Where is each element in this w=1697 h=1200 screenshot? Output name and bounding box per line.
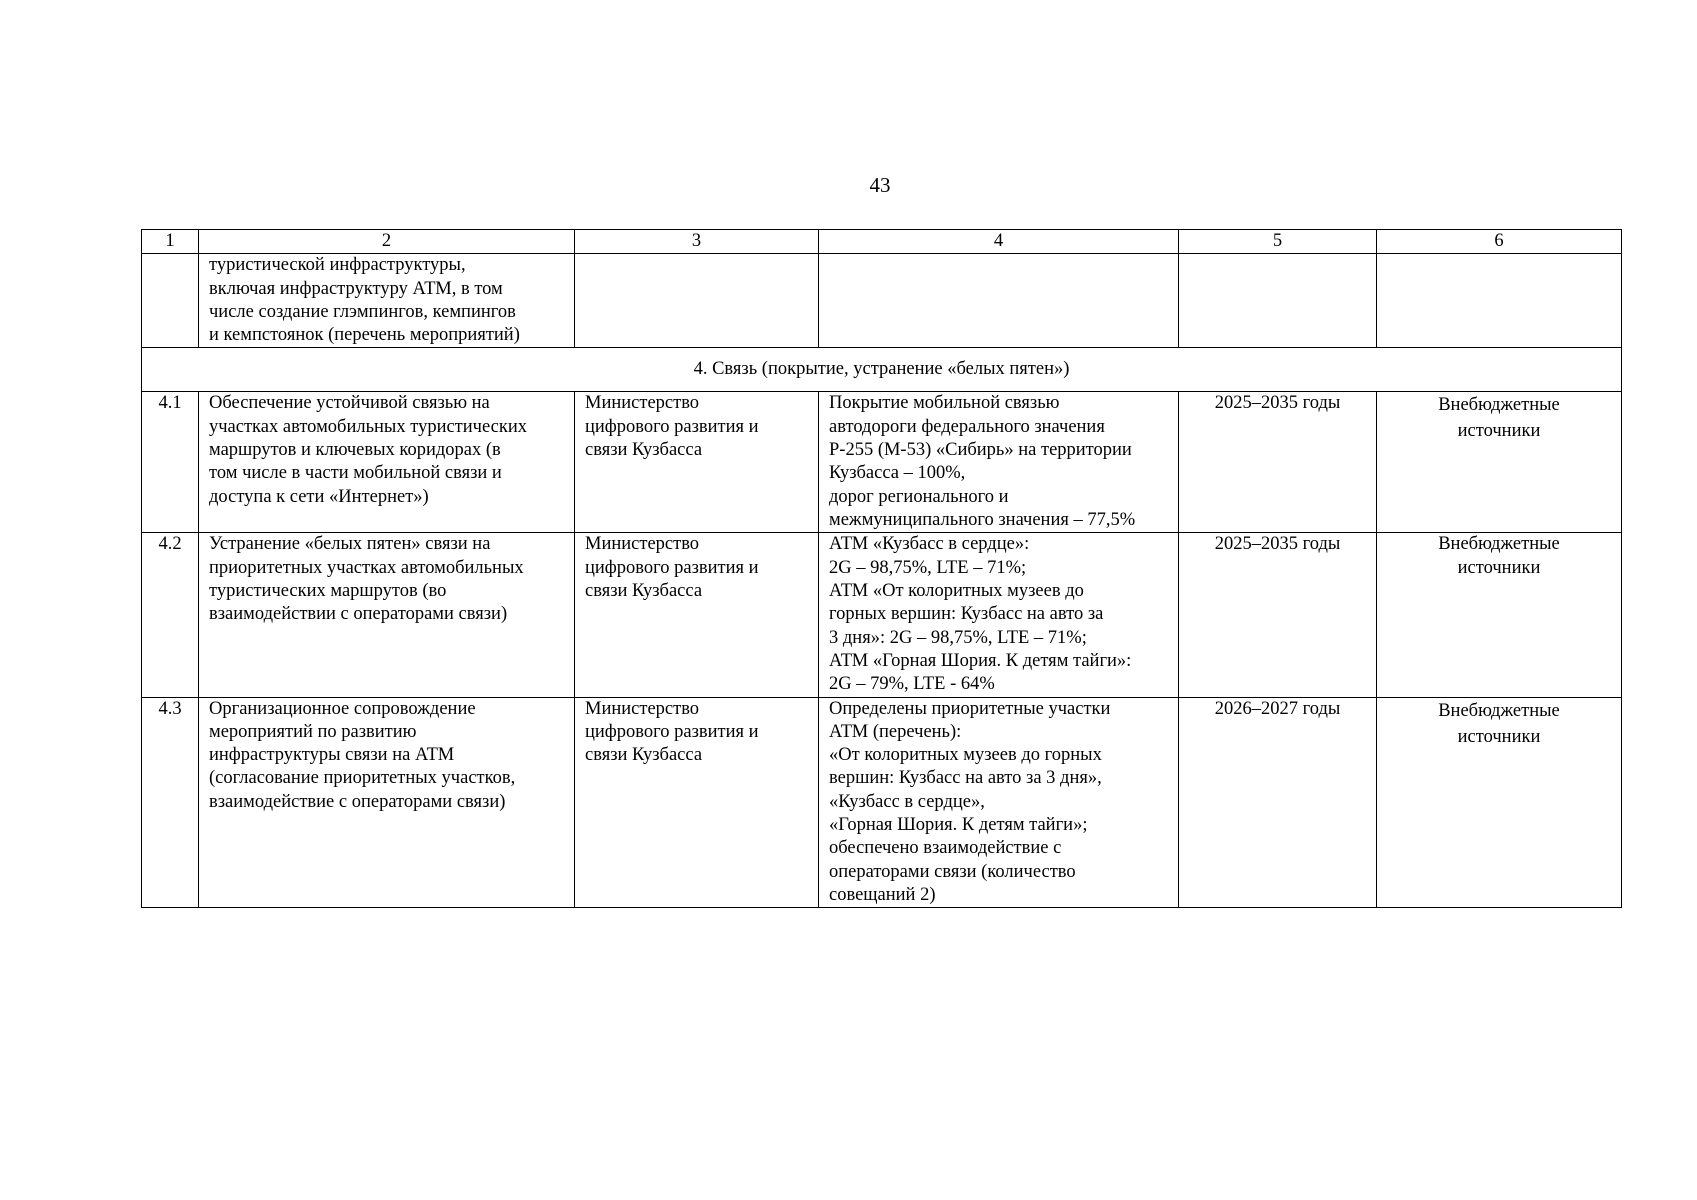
period-cell: 2025–2035 годы	[1179, 533, 1377, 697]
section-title: 4. Связь (покрытие, устранение «белых пятен»)	[142, 348, 1622, 392]
table-row-continuation	[142, 254, 1622, 348]
section-row	[142, 348, 1622, 392]
table-row	[142, 533, 1622, 697]
description-cell: туристической инфраструктуры, включая инфраструктуру АТМ, в том числе создание глэмпингов, кемпингов и кемпстоянок (перечень мероприятий)	[199, 254, 575, 348]
responsible-cell: Министерство цифрового развития и связи Кузбасса	[575, 697, 819, 908]
period-cell: 2025–2035 годы	[1179, 392, 1377, 533]
table-row	[142, 697, 1622, 908]
number-cell	[142, 254, 199, 348]
description-cell: Организационное сопровождение мероприятий по развитию инфраструктуры связи на АТМ (согласование приоритетных участков, взаимодействие с операторами связи)	[199, 697, 575, 908]
result-cell	[819, 254, 1179, 348]
table-row	[142, 392, 1622, 533]
column-header: 1	[142, 230, 199, 254]
source-cell	[1377, 254, 1622, 348]
row-number: 4.3	[142, 697, 199, 908]
column-header: 5	[1179, 230, 1377, 254]
responsible-cell: Министерство цифрового развития и связи Кузбасса	[575, 533, 819, 697]
row-number: 4.2	[142, 533, 199, 697]
column-header: 2	[199, 230, 575, 254]
period-cell	[1179, 254, 1377, 348]
result-cell: Покрытие мобильной связью автодороги федерального значения Р-255 (М-53) «Сибирь» на территории Кузбасса – 100%, дорог регионального и межмуниципального значения – 77,5%	[819, 392, 1179, 533]
description-cell: Обеспечение устойчивой связью на участках автомобильных туристических маршрутов и ключевых коридорах (в том числе в части мобильной связи и доступа к сети «Интернет»)	[199, 392, 575, 533]
page-number: 43	[869, 173, 891, 197]
column-header: 6	[1377, 230, 1622, 254]
result-cell: Определены приоритетные участки АТМ (перечень): «От колоритных музеев до горных вершин: Кузбасс на авто за 3 дня», «Кузбасс в сердце», «Горная Шория. К детям тайги»; обеспечено взаимодействие с операторами связи (количество совещаний 2)	[819, 697, 1179, 908]
row-number: 4.1	[142, 392, 199, 533]
source-cell: Внебюджетные источники	[1377, 697, 1622, 908]
measures-table	[141, 229, 1622, 908]
responsible-cell: Министерство цифрового развития и связи Кузбасса	[575, 392, 819, 533]
description-cell: Устранение «белых пятен» связи на приоритетных участках автомобильных туристических маршрутов (во взаимодействии с операторами связи)	[199, 533, 575, 697]
responsible-cell	[575, 254, 819, 348]
column-header: 4	[819, 230, 1179, 254]
period-cell: 2026–2027 годы	[1179, 697, 1377, 908]
column-header-row	[142, 230, 1622, 254]
source-cell: Внебюджетные источники	[1377, 392, 1622, 533]
result-cell: АТМ «Кузбасс в сердце»: 2G – 98,75%, LTE – 71%; АТМ «От колоритных музеев до горных вершин: Кузбасс на авто за 3 дня»: 2G – 98,75%, LTE – 71%; АТМ «Горная Шория. К детям тайги»: 2G – 79%, LTE - 64%	[819, 533, 1179, 697]
column-header: 3	[575, 230, 819, 254]
source-cell: Внебюджетные источники	[1377, 533, 1622, 697]
